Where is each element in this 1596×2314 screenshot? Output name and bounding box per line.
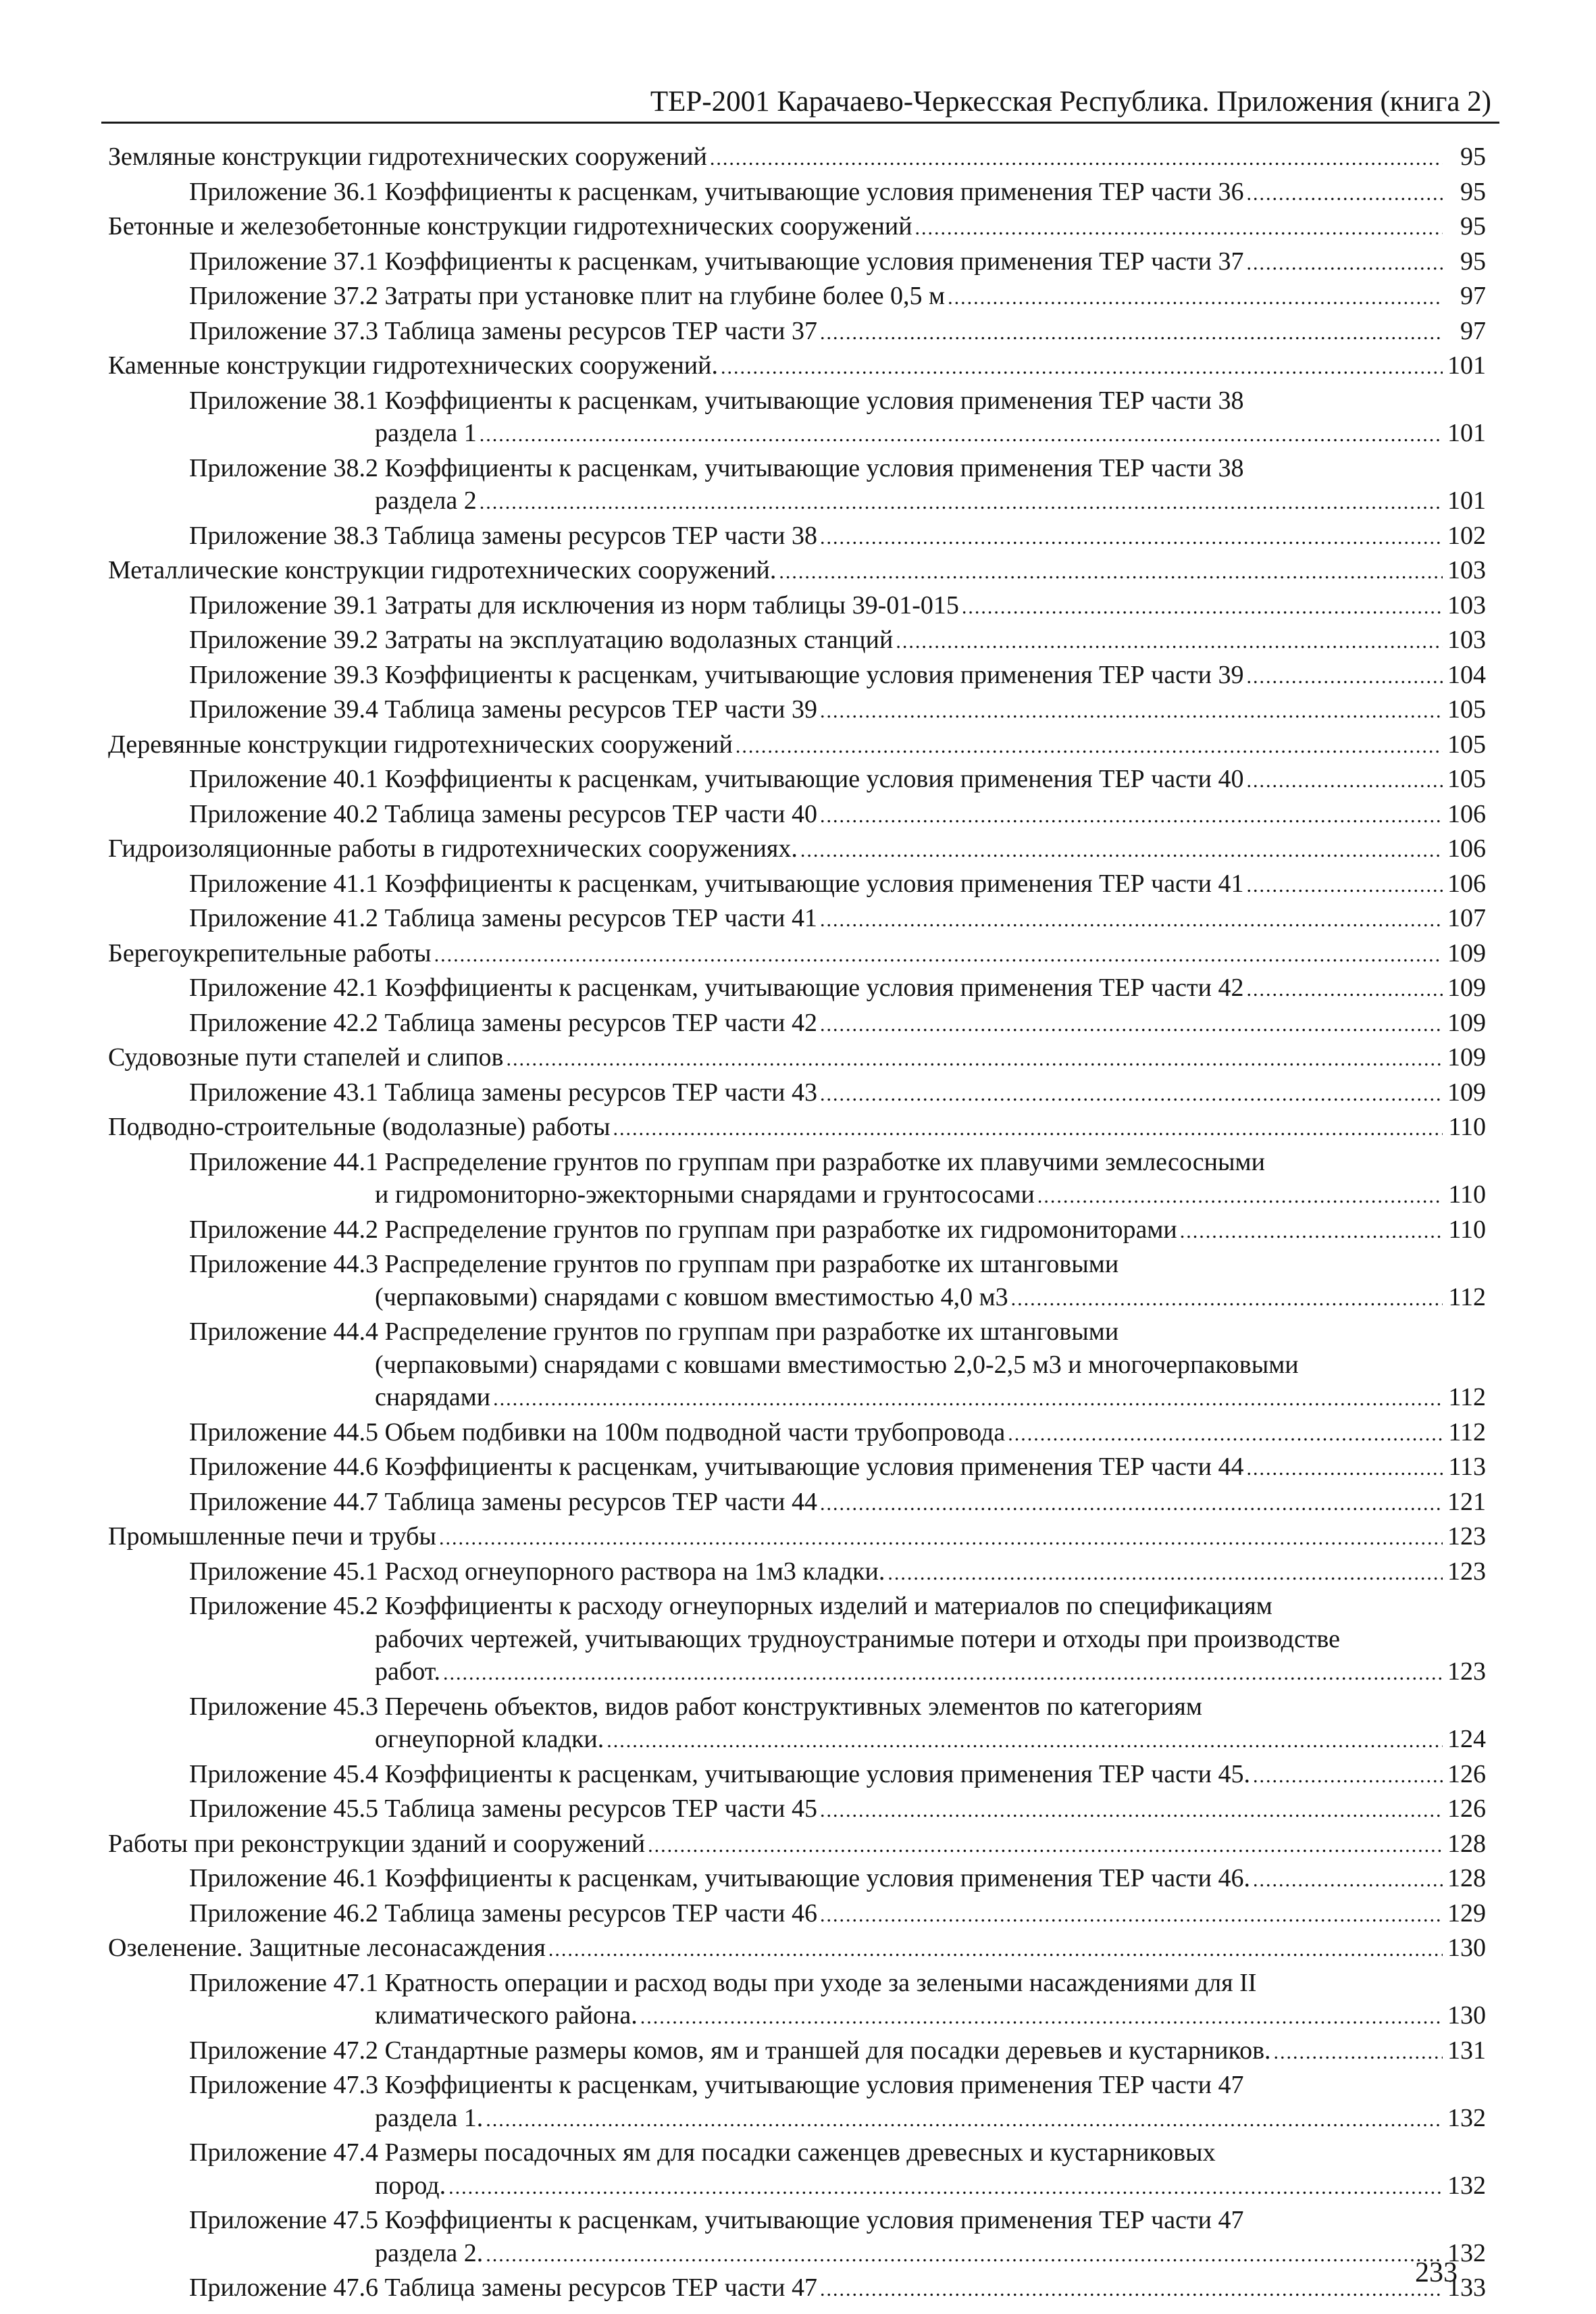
- toc-entry-title: Приложение 44.7 Таблица замены ресурсов ТЕР части 44: [189, 1487, 817, 1516]
- dot-leader: [820, 522, 1443, 555]
- dot-leader: [443, 1657, 1443, 1690]
- dot-leader: [439, 1522, 1443, 1555]
- toc-page-number: 112: [1448, 1417, 1486, 1447]
- toc-appendix[interactable]: [108, 384, 1486, 452]
- toc-entry-title: Приложение 46.2 Таблица замены ресурсов ТЕР части 46: [189, 1898, 817, 1928]
- toc-entry-title: Земляные конструкции гидротехнических сооружений: [108, 143, 707, 171]
- dot-leader: [434, 939, 1443, 972]
- toc-section[interactable]: [108, 141, 1486, 176]
- toc-page-number: 104: [1447, 660, 1486, 689]
- toc-page-number: 110: [1448, 1113, 1486, 1141]
- toc-entry-title: Приложение 39.2 Затраты на эксплуатацию водолазных станций: [189, 626, 894, 654]
- toc-appendix[interactable]: [108, 1792, 1486, 1828]
- toc-page-number: 97: [1460, 282, 1486, 310]
- toc-entry-title: Приложение 40.2 Таблица замены ресурсов ТЕР части 40: [189, 799, 817, 828]
- toc-entry-title: раздела 2.: [375, 2238, 484, 2267]
- toc-page-number: 129: [1447, 1898, 1486, 1928]
- toc-entry-title: и гидромониторно-эжекторными снарядами и грунтососами: [375, 1180, 1035, 1209]
- toc-section[interactable]: [108, 349, 1486, 384]
- toc-entry-title: Судовозные пути стапелей и слипов: [108, 1043, 504, 1072]
- toc-page-number: 95: [1460, 177, 1486, 206]
- toc-page-number: 105: [1447, 765, 1486, 793]
- toc-page-number: 109: [1447, 1078, 1486, 1107]
- header-title: ТЕР-2001 Карачаево-Черкесская Республика. Приложения (книга 2): [650, 86, 1491, 118]
- toc-appendix[interactable]: [108, 1590, 1486, 1690]
- dot-leader: [486, 2239, 1443, 2272]
- toc-entry-title: Приложение 41.1 Коэффициенты к расценкам, учитывающие условия применения ТЕР части 41: [189, 869, 1244, 898]
- dot-leader: [640, 2001, 1443, 2034]
- toc-entry-title: Приложение 42.2 Таблица замены ресурсов ТЕР части 42: [189, 1008, 817, 1037]
- toc-page-number: 106: [1447, 834, 1486, 863]
- toc-entry-title: Гидроизоляционные работы в гидротехнических сооружениях.: [108, 834, 798, 863]
- toc-appendix[interactable]: [108, 902, 1486, 937]
- toc-entry-title: пород.: [375, 2171, 446, 2200]
- dot-leader: [820, 1009, 1443, 1042]
- toc-entry-title: Приложение 40.1 Коэффициенты к расценкам, учитывающие условия применения ТЕР части 40: [189, 765, 1244, 793]
- dot-leader: [962, 591, 1443, 624]
- toc-entry-title: раздела 1: [375, 419, 477, 447]
- toc-entry-title: Приложение 45.5 Таблица замены ресурсов ТЕР части 45: [189, 1794, 817, 1823]
- toc-entry-title: Приложение 44.3 Распределение грунтов по группам при разработке их штанговыми: [189, 1250, 1119, 1278]
- toc-page-number: 126: [1447, 1794, 1486, 1823]
- toc-page-number: 105: [1447, 730, 1486, 759]
- toc-page-number: 126: [1447, 1759, 1486, 1788]
- toc-appendix[interactable]: [108, 1486, 1486, 1521]
- toc-page-number: 130: [1447, 1934, 1486, 1962]
- toc-page-number: 95: [1460, 247, 1486, 276]
- toc-appendix[interactable]: [108, 520, 1486, 555]
- toc-appendix[interactable]: [108, 1967, 1486, 2034]
- toc-appendix[interactable]: [108, 2136, 1486, 2204]
- toc-entry-title: Приложение 45.2 Коэффициенты к расходу огнеупорных изделий и материалов по спецификациям: [189, 1592, 1272, 1620]
- toc-page-number: 132: [1447, 2103, 1486, 2132]
- toc-entry-title: Промышленные печи и трубы: [108, 1522, 436, 1551]
- toc-section[interactable]: [108, 1520, 1486, 1555]
- dot-leader: [493, 1383, 1443, 1416]
- toc-page-number: 133: [1447, 2273, 1486, 2302]
- toc-page-number: 128: [1447, 1829, 1486, 1858]
- toc-entry-title: Приложение 46.1 Коэффициенты к расценкам, учитывающие условия применения ТЕР части 46.: [189, 1864, 1250, 1892]
- toc-entry-title: Приложение 38.3 Таблица замены ресурсов ТЕР части 38: [189, 521, 817, 550]
- toc-entry-title: Берегоукрепительные работы: [108, 938, 432, 967]
- toc-appendix[interactable]: [108, 659, 1486, 694]
- toc-entry-title: (черпаковыми) снарядами с ковшами вместимостью 2,0-2,5 м3 и многочерпаковыми: [375, 1350, 1299, 1379]
- toc-entry-title: Приложение 47.1 Кратность операции и расход воды при уходе за зелеными насаждениями для II: [189, 1968, 1257, 1997]
- toc-section[interactable]: [108, 1828, 1486, 1863]
- toc-page-number: 109: [1447, 1008, 1486, 1037]
- dot-leader: [779, 556, 1443, 589]
- toc-page-number: 103: [1447, 590, 1486, 620]
- toc-appendix[interactable]: [108, 1213, 1486, 1249]
- toc-entry-title: Приложение 38.1 Коэффициенты к расценкам, учитывающие условия применения ТЕР части 38: [189, 386, 1244, 415]
- dot-leader: [1180, 1215, 1443, 1249]
- dot-leader: [1253, 1864, 1443, 1897]
- toc-page-number: 97: [1460, 316, 1486, 345]
- toc-section[interactable]: [108, 832, 1486, 867]
- toc-entry-title: рабочих чертежей, учитывающих трудноустранимые потери и отходы при производстве: [375, 1624, 1341, 1653]
- toc-page-number: 132: [1447, 2171, 1486, 2200]
- dot-leader: [948, 282, 1443, 315]
- toc-appendix[interactable]: [108, 1248, 1486, 1315]
- toc-section[interactable]: [108, 1041, 1486, 1076]
- toc-section[interactable]: [108, 554, 1486, 589]
- toc-section[interactable]: [108, 728, 1486, 763]
- toc-appendix[interactable]: [108, 1862, 1486, 1897]
- dot-leader: [820, 2273, 1443, 2307]
- toc-appendix[interactable]: [108, 1076, 1486, 1111]
- toc-page-number: 101: [1447, 486, 1486, 515]
- toc-entry-title: Бетонные и железобетонные конструкции гидротехнических сооружений: [108, 212, 912, 241]
- dot-leader: [507, 1043, 1443, 1076]
- dot-leader: [820, 800, 1443, 833]
- toc-page-number: 112: [1448, 1282, 1486, 1311]
- toc-appendix[interactable]: [108, 1897, 1486, 1932]
- toc-entry-title: Озеленение. Защитные лесонасаждения: [108, 1934, 546, 1962]
- dot-leader: [710, 143, 1443, 176]
- toc-page-number: 101: [1447, 419, 1486, 447]
- toc-page-number: 102: [1447, 521, 1486, 550]
- dot-leader: [1011, 1283, 1443, 1316]
- dot-leader: [486, 2104, 1443, 2137]
- toc-page-number: 109: [1447, 1043, 1486, 1072]
- toc-appendix[interactable]: [108, 2204, 1486, 2271]
- toc-entry-title: Приложение 45.1 Расход огнеупорного раствора на 1м3 кладки.: [189, 1557, 885, 1586]
- toc-appendix[interactable]: [108, 1758, 1486, 1793]
- toc-page-number: 95: [1460, 143, 1486, 171]
- toc-entry-title: Приложение 37.2 Затраты при установке плит на глубине более 0,5 м: [189, 282, 946, 310]
- dot-leader: [736, 730, 1443, 763]
- toc-appendix[interactable]: [108, 1451, 1486, 1486]
- dot-leader: [480, 486, 1443, 520]
- toc-appendix[interactable]: [108, 972, 1486, 1007]
- dot-leader: [480, 419, 1443, 452]
- toc-entry-title: Приложение 47.5 Коэффициенты к расценкам, учитывающие условия применения ТЕР части 47: [189, 2206, 1244, 2234]
- toc-entry-title: Приложение 47.3 Коэффициенты к расценкам, учитывающие условия применения ТЕР части 47: [189, 2071, 1244, 2099]
- toc-entry-title: Приложение 47.2 Стандартные размеры комов, ям и траншей для посадки деревьев и кустарников.: [189, 2036, 1271, 2065]
- toc-page-number: 123: [1447, 1657, 1486, 1686]
- toc-appendix[interactable]: [108, 867, 1486, 903]
- toc-appendix[interactable]: [108, 280, 1486, 315]
- toc-entry-title: Приложение 39.1 Затраты для исключения из норм таблицы 39-01-015: [189, 590, 959, 620]
- toc-section[interactable]: [108, 1932, 1486, 1967]
- toc-page-number: 109: [1447, 938, 1486, 967]
- dot-leader: [1037, 1180, 1443, 1213]
- toc-appendix[interactable]: [108, 589, 1486, 624]
- toc-entry-title: Приложение 47.6 Таблица замены ресурсов ТЕР части 47: [189, 2273, 817, 2302]
- toc-entry-title: Каменные конструкции гидротехнических сооружений.: [108, 351, 718, 380]
- dot-leader: [1246, 247, 1443, 280]
- table-of-contents: [108, 141, 1486, 2307]
- dot-leader: [1008, 1418, 1443, 1451]
- toc-entry-title: Приложение 38.2 Коэффициенты к расценкам, учитывающие условия применения ТЕР части 38: [189, 453, 1244, 482]
- toc-page-number: 128: [1447, 1864, 1486, 1892]
- toc-appendix[interactable]: [108, 1146, 1486, 1213]
- toc-entry-title: раздела 2: [375, 486, 477, 515]
- toc-appendix[interactable]: [108, 1555, 1486, 1590]
- toc-entry-title: Приложение 44.5 Обьем подбивки на 100м подводной части трубопровода: [189, 1417, 1006, 1447]
- toc-entry-title: Подводно-строительные (водолазные) работы: [108, 1113, 611, 1141]
- dot-leader: [820, 695, 1443, 728]
- toc-entry-title: работ.: [375, 1657, 440, 1686]
- toc-appendix[interactable]: [108, 763, 1486, 798]
- toc-entry-title: Приложение 45.4 Коэффициенты к расценкам, учитывающие условия применения ТЕР части 45.: [189, 1759, 1250, 1788]
- dot-leader: [1246, 765, 1443, 798]
- dot-leader: [1246, 1453, 1443, 1486]
- toc-entry-title: Приложение 44.4 Распределение грунтов по группам при разработке их штанговыми: [189, 1317, 1119, 1346]
- toc-appendix[interactable]: [108, 1690, 1486, 1758]
- toc-page-number: 103: [1447, 556, 1486, 584]
- toc-page-number: 105: [1447, 695, 1486, 724]
- toc-page-number: 123: [1447, 1557, 1486, 1586]
- toc-appendix[interactable]: [108, 315, 1486, 350]
- toc-entry-title: Приложение 39.3 Коэффициенты к расценкам, учитывающие условия применения ТЕР части 39: [189, 660, 1244, 689]
- dot-leader: [1274, 2036, 1443, 2069]
- dot-leader: [1246, 178, 1443, 211]
- page-number: 233: [1415, 2257, 1458, 2288]
- dot-leader: [820, 1794, 1443, 1828]
- dot-leader: [915, 212, 1443, 245]
- toc-appendix[interactable]: [108, 693, 1486, 728]
- toc-entry-title: Приложение 44.1 Распределение грунтов по группам при разработке их плавучими землесосными: [189, 1147, 1265, 1176]
- toc-entry-title: Приложение 44.6 Коэффициенты к расценкам, учитывающие условия применения ТЕР части 44: [189, 1453, 1244, 1481]
- toc-page-number: 130: [1447, 2001, 1486, 2030]
- toc-page-number: 103: [1447, 626, 1486, 654]
- toc-page-number: 109: [1447, 974, 1486, 1002]
- toc-page-number: 131: [1447, 2036, 1486, 2065]
- dot-leader: [800, 834, 1443, 867]
- toc-entry-title: огнеупорной кладки.: [375, 1725, 604, 1753]
- toc-appendix[interactable]: [108, 1315, 1486, 1416]
- toc-entry-title: (черпаковыми) снарядами с ковшом вместимостью 4,0 м3: [375, 1282, 1008, 1311]
- toc-page-number: 124: [1447, 1725, 1486, 1753]
- dot-leader: [820, 317, 1443, 350]
- toc-entry-title: Приложение 45.3 Перечень объектов, видов работ конструктивных элементов по категориям: [189, 1692, 1202, 1721]
- dot-leader: [820, 1899, 1443, 1932]
- dot-leader: [1246, 974, 1443, 1007]
- toc-page-number: 121: [1447, 1487, 1486, 1516]
- dot-leader: [1246, 661, 1443, 694]
- toc-appendix[interactable]: [108, 2069, 1486, 2136]
- toc-page-number: 112: [1448, 1383, 1486, 1411]
- toc-entry-title: Приложение 41.2 Таблица замены ресурсов ТЕР части 41: [189, 904, 817, 932]
- toc-entry-title: Приложение 37.3 Таблица замены ресурсов ТЕР части 37: [189, 316, 817, 345]
- toc-entry-title: раздела 1.: [375, 2103, 484, 2132]
- toc-entry-title: Металлические конструкции гидротехнических сооружений.: [108, 556, 777, 584]
- toc-page-number: 106: [1447, 869, 1486, 898]
- dot-leader: [887, 1557, 1443, 1590]
- toc-page-number: 132: [1447, 2238, 1486, 2267]
- dot-leader: [820, 904, 1443, 937]
- toc-entry-title: Приложение 47.4 Размеры посадочных ям для посадки саженцев древесных и кустарниковых: [189, 2138, 1216, 2167]
- toc-page-number: 113: [1448, 1453, 1486, 1481]
- toc-appendix[interactable]: [108, 624, 1486, 659]
- toc-appendix[interactable]: [108, 2271, 1486, 2307]
- dot-leader: [721, 351, 1443, 384]
- toc-page-number: 110: [1448, 1180, 1486, 1209]
- toc-appendix[interactable]: [108, 1416, 1486, 1451]
- toc-page-number: 110: [1448, 1215, 1486, 1244]
- toc-entry-title: Приложение 37.1 Коэффициенты к расценкам, учитывающие условия применения ТЕР части 37: [189, 247, 1244, 276]
- toc-appendix[interactable]: [108, 452, 1486, 520]
- toc-page-number: 107: [1447, 904, 1486, 932]
- toc-page-number: 95: [1460, 212, 1486, 241]
- dot-leader: [613, 1113, 1443, 1146]
- toc-appendix[interactable]: [108, 245, 1486, 280]
- toc-entry-title: Приложение 44.2 Распределение грунтов по группам при разработке их гидромониторами: [189, 1215, 1177, 1244]
- dot-leader: [448, 2171, 1443, 2205]
- dot-leader: [1253, 1760, 1443, 1793]
- toc-section[interactable]: [108, 1111, 1486, 1146]
- toc-section[interactable]: [108, 937, 1486, 972]
- toc-page-number: 101: [1447, 351, 1486, 380]
- dot-leader: [607, 1725, 1443, 1758]
- toc-appendix[interactable]: [108, 2034, 1486, 2069]
- toc-entry-title: снарядами: [375, 1383, 491, 1411]
- toc-appendix[interactable]: [108, 176, 1486, 211]
- toc-entry-title: Приложение 43.1 Таблица замены ресурсов ТЕР части 43: [189, 1078, 817, 1107]
- toc-entry-title: Приложение 36.1 Коэффициенты к расценкам, учитывающие условия применения ТЕР части 36: [189, 177, 1244, 206]
- toc-appendix[interactable]: [108, 1007, 1486, 1042]
- dot-leader: [896, 626, 1443, 659]
- dot-leader: [548, 1934, 1443, 1967]
- toc-page-number: 106: [1447, 799, 1486, 828]
- toc-entry-title: Работы при реконструкции зданий и сооружений: [108, 1829, 646, 1858]
- dot-leader: [1246, 870, 1443, 903]
- dot-leader: [648, 1830, 1443, 1863]
- dot-leader: [820, 1488, 1443, 1521]
- toc-appendix[interactable]: [108, 798, 1486, 833]
- dot-leader: [820, 1078, 1443, 1111]
- toc-entry-title: Приложение 39.4 Таблица замены ресурсов ТЕР части 39: [189, 695, 817, 724]
- toc-entry-title: климатического района.: [375, 2001, 638, 2030]
- running-header: [101, 82, 1499, 124]
- toc-entry-title: Деревянные конструкции гидротехнических сооружений: [108, 730, 733, 759]
- toc-section[interactable]: [108, 210, 1486, 245]
- toc-entry-title: Приложение 42.1 Коэффициенты к расценкам, учитывающие условия применения ТЕР части 42: [189, 974, 1244, 1002]
- toc-page-number: 123: [1447, 1522, 1486, 1551]
